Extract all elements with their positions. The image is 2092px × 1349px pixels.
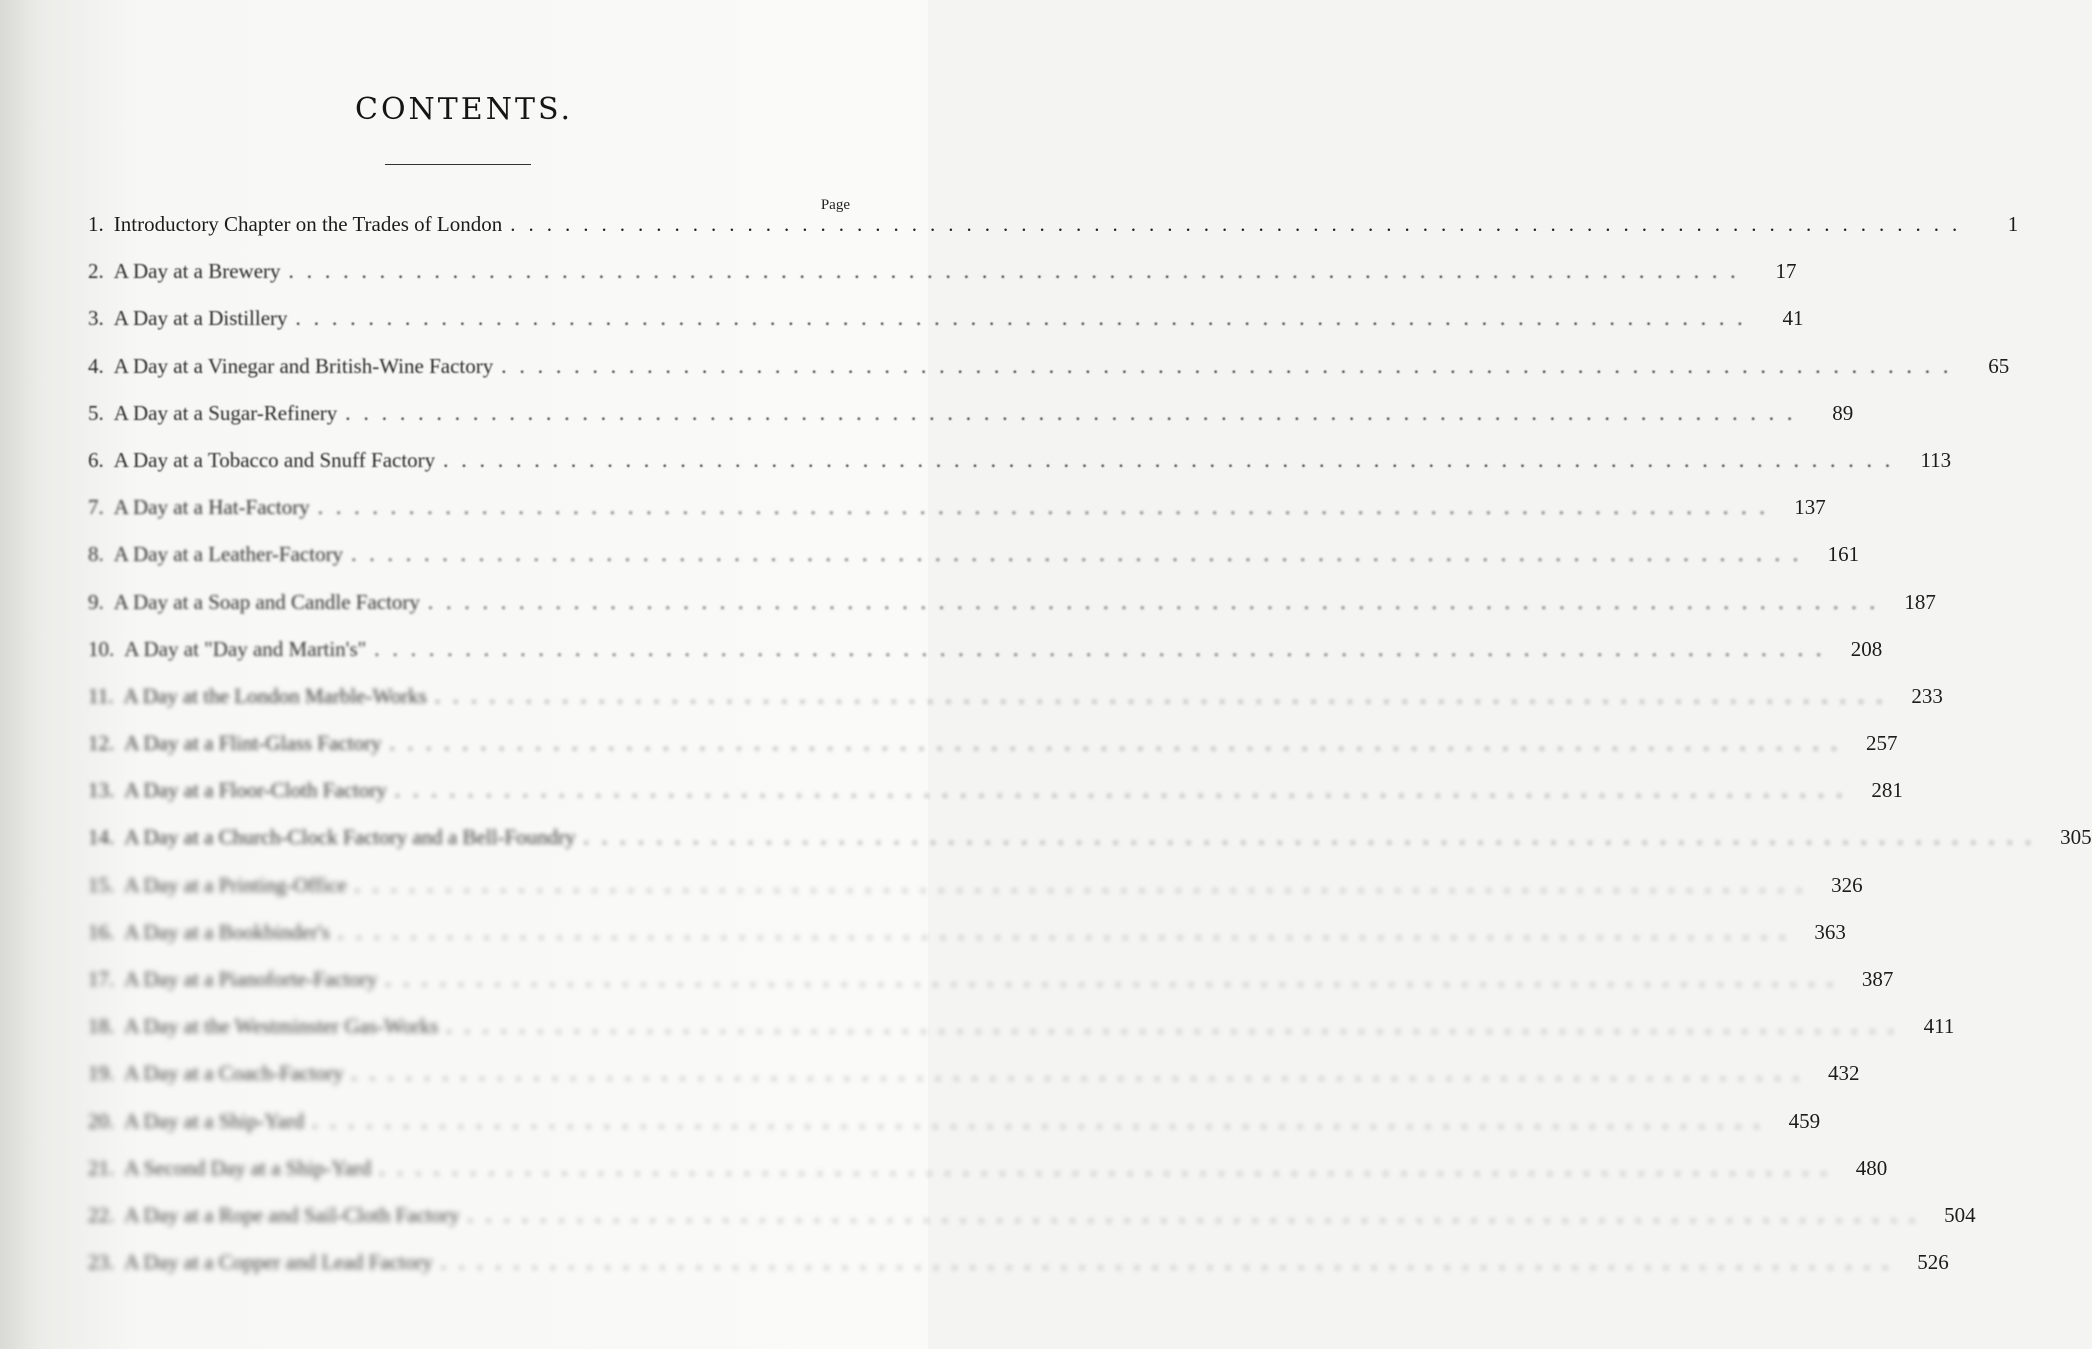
dot-leader: ................................................................................ — [427, 589, 1888, 614]
dot-leader: ................................................................................ — [317, 495, 1778, 520]
entry-title: A Day at a Church-Clock Factory and a Bell-Foundry — [124, 825, 576, 850]
entry-title: A Day at the Westminster Gas-Works — [124, 1014, 439, 1039]
contents-entry — [88, 306, 1804, 353]
entry-title: A Second Day at a Ship-Yard — [124, 1155, 372, 1180]
dot-leader: ................................................................................ — [434, 683, 1895, 708]
entry-page: 17 — [1775, 259, 1797, 284]
entry-page: 257 — [1865, 731, 1898, 756]
entry-number: 1. — [88, 212, 104, 236]
contents-entry — [88, 967, 1894, 1014]
dot-leader: ................................................................................ — [467, 1202, 1928, 1227]
dot-leader: ................................................................................ — [440, 1250, 1901, 1275]
contents-entry — [88, 400, 1854, 448]
entry-title: A Day at a Coach-Factory — [124, 1061, 344, 1086]
contents-entry — [88, 636, 1883, 684]
dot-leader: ................................................................................ — [394, 778, 1855, 803]
contents-entry — [88, 1155, 1888, 1203]
dot-leader: ................................................................................ — [501, 353, 1962, 378]
entry-page: 281 — [1871, 778, 1903, 803]
entry-number: 23. — [88, 1250, 115, 1275]
dot-leader: ................................................................................ — [443, 447, 1904, 472]
dot-leader: ................................................................................ — [354, 872, 1815, 897]
entry-number: 14. — [88, 825, 115, 850]
dot-leader: ................................................................................ — [337, 919, 1798, 944]
entry-number: 10. — [88, 636, 115, 661]
entry-number: 7. — [88, 495, 104, 520]
entry-number: 6. — [88, 447, 104, 472]
dot-leader: ................................................................................ — [385, 967, 1846, 991]
entry-number: 21. — [88, 1155, 115, 1180]
entry-number: 19. — [88, 1061, 115, 1086]
entry-title: A Day at a Brewery — [113, 259, 281, 284]
title-rule — [385, 164, 531, 165]
page-title: CONTENTS. — [355, 92, 573, 127]
entry-title: A Day at a Bookbinder's — [124, 919, 330, 944]
entry-title: A Day at a Hat-Factory — [113, 495, 310, 520]
dot-leader: ................................................................................ — [379, 1155, 1840, 1180]
entry-title: A Day at a Printing-Office — [124, 872, 347, 897]
contents-entry — [88, 353, 2010, 401]
dot-leader: ................................................................................ — [295, 306, 1756, 331]
entry-page: 363 — [1814, 919, 1846, 944]
contents-entry — [88, 731, 1898, 778]
dot-leader: ................................................................................ — [374, 636, 1835, 661]
entry-page: 432 — [1828, 1061, 1860, 1086]
entry-title: A Day at a Rope and Sail-Cloth Factory — [124, 1202, 460, 1227]
entry-number: 2. — [88, 259, 104, 284]
page-column-header: Page — [820, 197, 850, 213]
entry-page: 41 — [1782, 306, 1804, 331]
dot-leader: ................................................................................ — [446, 1014, 1907, 1039]
entry-number: 9. — [88, 589, 104, 614]
entry-page: 411 — [1923, 1014, 1955, 1039]
dot-leader: ................................................................................ — [351, 1061, 1812, 1086]
contents-entry — [88, 1202, 1976, 1250]
entry-page: 305 — [2060, 825, 2092, 850]
dot-leader: ................................................................................ — [312, 1108, 1773, 1133]
entry-title: A Day at a Copper and Lead Factory — [124, 1250, 433, 1275]
entry-page: 326 — [1831, 872, 1863, 897]
entry-number: 3. — [88, 306, 104, 331]
contents-entry — [88, 1250, 1949, 1297]
contents-entry — [88, 919, 1846, 967]
dot-leader: ................................................................................ — [288, 259, 1749, 284]
entry-number: 8. — [88, 542, 104, 567]
entry-title: A Day at a Pianoforte-Factory — [124, 967, 378, 991]
entry-number: 13. — [88, 778, 115, 803]
entry-page: 187 — [1904, 589, 1936, 614]
entry-page: 504 — [1944, 1202, 1976, 1227]
entry-number: 12. — [88, 731, 115, 756]
contents-entry — [88, 683, 1943, 731]
entry-page: 233 — [1911, 683, 1943, 708]
entry-number: 5. — [88, 400, 104, 425]
entry-number: 4. — [88, 353, 104, 378]
entry-title: A Day at a Sugar-Refinery — [113, 400, 338, 425]
contents-entry — [88, 447, 1952, 495]
contents-entry — [88, 495, 1826, 542]
entry-title: A Day at "Day and Martin's" — [124, 636, 367, 661]
entry-page: 459 — [1788, 1108, 1821, 1133]
entry-title: A Day at a Floor-Cloth Factory — [124, 778, 387, 803]
entry-page: 1 — [2007, 212, 2019, 236]
entry-title: Introductory Chapter on the Trades of London — [113, 212, 503, 236]
contents-entry — [88, 825, 2092, 872]
entry-title: A Day at a Distillery — [113, 306, 288, 331]
entry-title: A Day at the London Marble-Works — [123, 683, 427, 708]
entry-title: A Day at a Leather-Factory — [113, 542, 344, 567]
entry-page: 137 — [1794, 495, 1826, 520]
entry-number: 18. — [88, 1014, 115, 1039]
contents-entry — [88, 212, 2019, 259]
contents-entry — [88, 872, 1863, 920]
contents-entry — [88, 778, 1903, 825]
dot-leader: ................................................................................ — [345, 400, 1806, 425]
contents-entry — [88, 1061, 1860, 1108]
contents-entry — [88, 1108, 1821, 1156]
contents-entry — [88, 542, 1860, 589]
entry-number: 16. — [88, 919, 115, 944]
entry-number: 17. — [88, 967, 115, 991]
entry-number: 15. — [88, 872, 115, 897]
entry-page: 161 — [1827, 542, 1860, 567]
entry-page: 387 — [1861, 967, 1894, 991]
entry-title: A Day at a Ship-Yard — [124, 1108, 305, 1133]
entry-number: 20. — [88, 1108, 115, 1133]
entry-title: A Day at a Vinegar and British-Wine Factory — [113, 353, 494, 378]
contents-entry — [88, 259, 1797, 306]
contents-entry — [88, 1014, 1955, 1061]
entry-number: 22. — [88, 1202, 115, 1227]
entry-title: A Day at a Tobacco and Snuff Factory — [113, 447, 436, 472]
entry-title: A Day at a Flint-Glass Factory — [124, 731, 382, 756]
entry-page: 526 — [1917, 1250, 1949, 1275]
entry-page: 65 — [1988, 353, 2010, 378]
entry-page: 89 — [1832, 400, 1854, 425]
dot-leader: ................................................................................ — [389, 731, 1850, 756]
contents-entry — [88, 589, 1936, 637]
dot-leader: ................................................................................ — [351, 542, 1812, 567]
dot-leader: ................................................................................ — [510, 212, 1971, 236]
entry-page: 480 — [1855, 1155, 1888, 1180]
dot-leader: ................................................................................ — [583, 825, 2044, 850]
entry-number: 11. — [88, 683, 114, 708]
entry-page: 113 — [1920, 447, 1952, 472]
entry-page: 208 — [1850, 636, 1883, 661]
entry-title: A Day at a Soap and Candle Factory — [113, 589, 420, 614]
contents-list — [88, 212, 2092, 1297]
